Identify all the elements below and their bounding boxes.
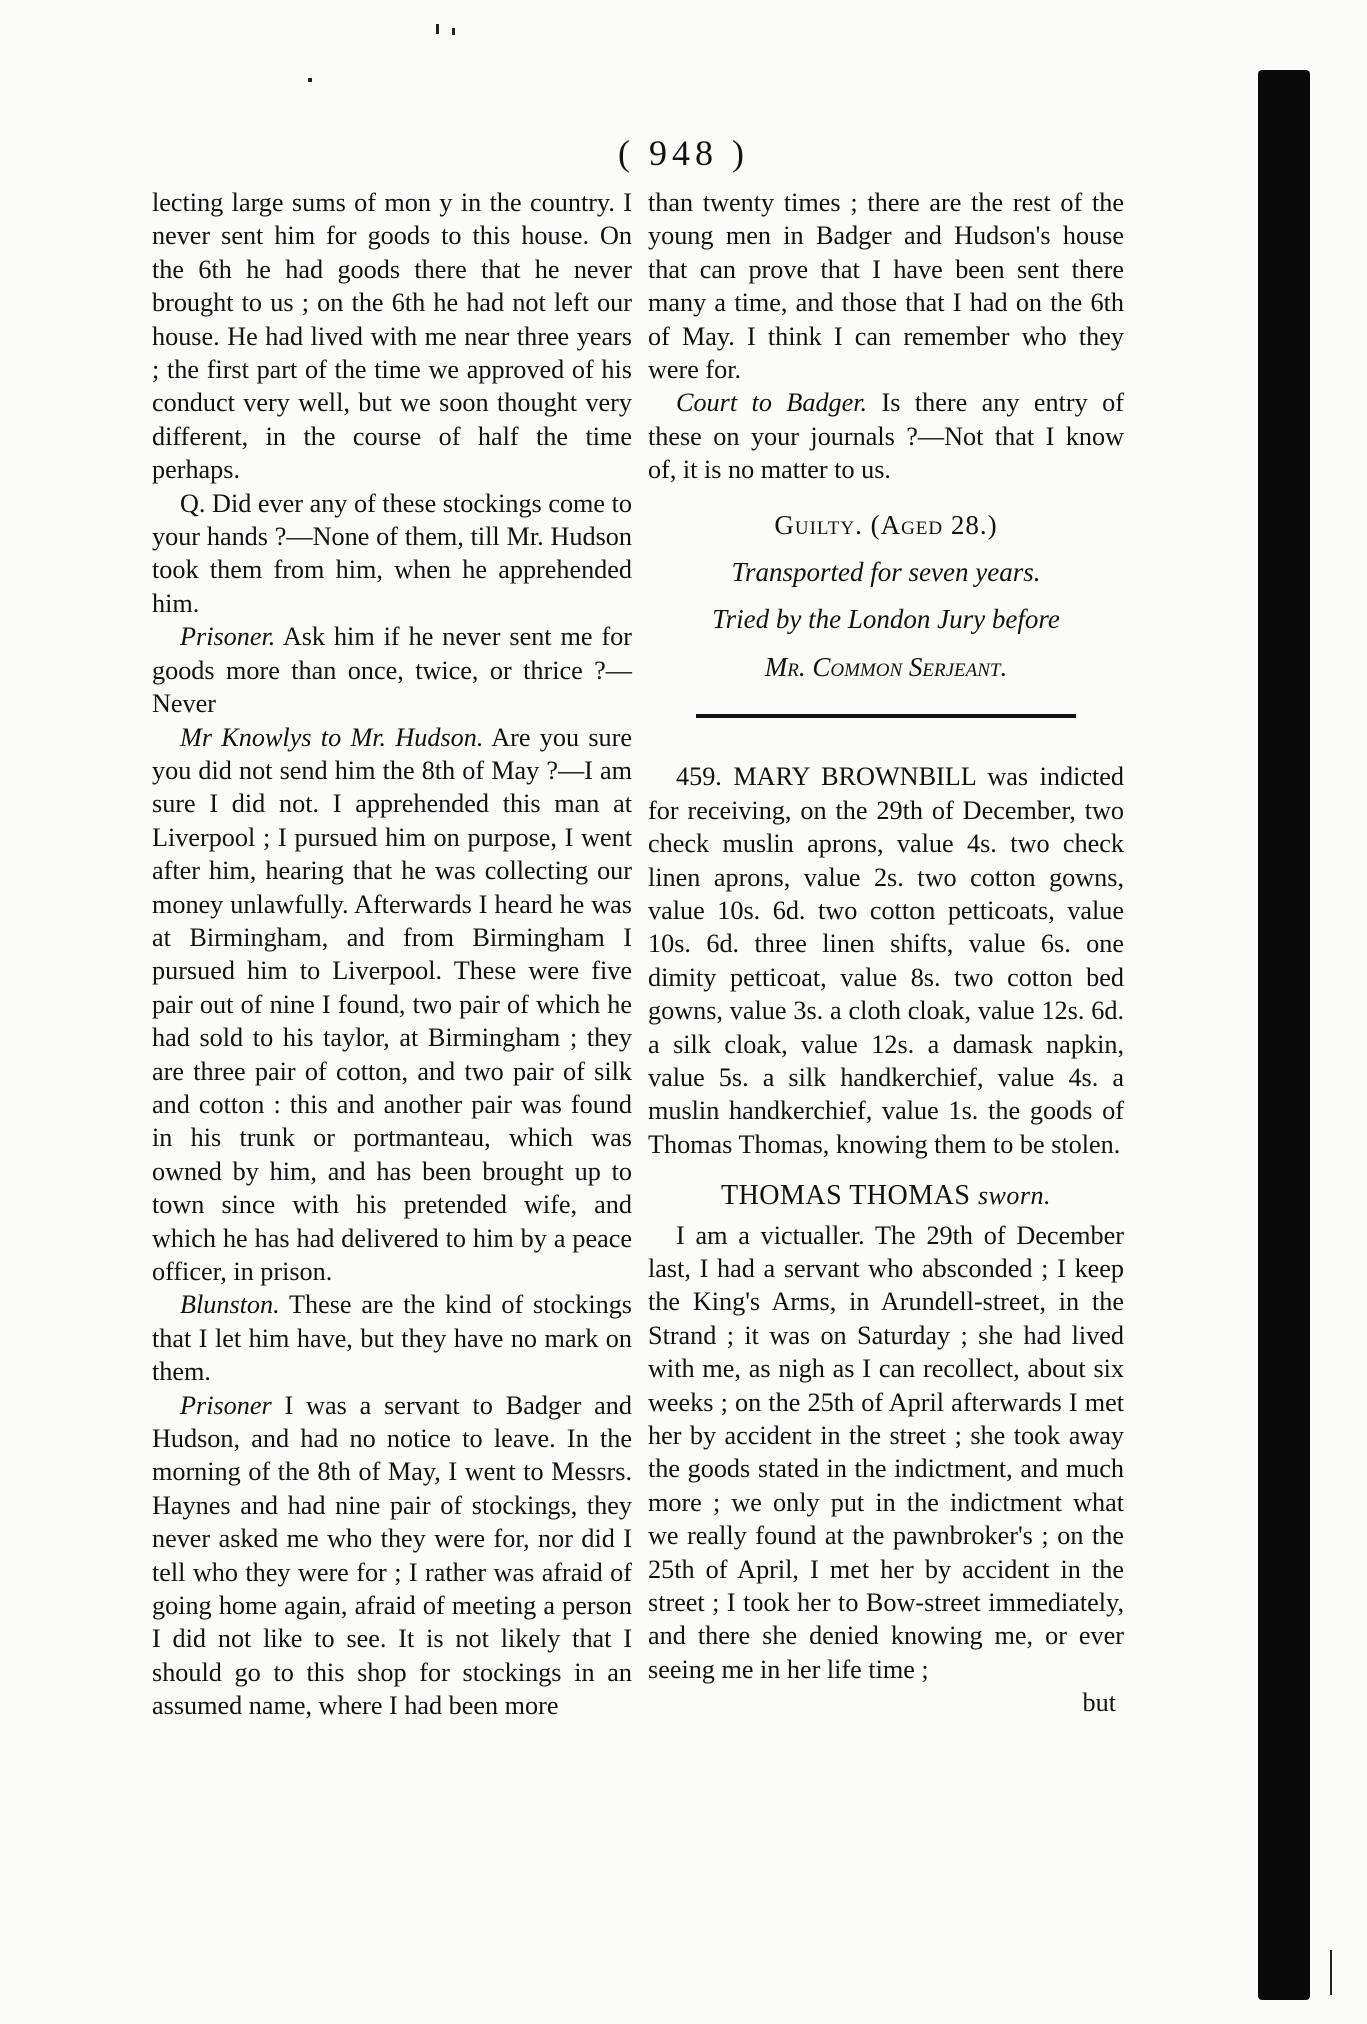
speaker-label: Court to Badger. <box>676 388 868 418</box>
left-paragraph: lecting large sums of mon y in the country. I never sent him for goods to this house. On the 6th he had goods there that he never brought to us ; on the 6th he had not left our house. He had lived with me near three years ; the first part of the time we approved of his conduct very well, but we soon thought very different, in the course of half the time perhaps. <box>152 188 632 485</box>
left-paragraph <box>152 721 632 1289</box>
right-paragraph: than twenty times ; there are the rest of the young men in Badger and Hudson's house that can prove that I have been sent there many a time, and those that I had on the 6th of May. I think I can remember who they were for. <box>648 188 1124 385</box>
speech-text: Are you sure you did not send him the 8th of May ?—I am sure I did not. I apprehended this man at Liverpool ; I pursued him on purpose, I went after him, hearing that he was collecting our money unlawfully. Afterwards I heard he was at Birmingham, and from Birmingham I pursued him to Liverpool. These were five pair out of nine I found, two pair of which he had sold to his taylor, at Birmingham ; they are three pair of cotton, and two pair of silk and cotton : this and another pair was found in his trunk or portmanteau, which was owned by him, and has been brought up to town since with his pretended wife, and which he has had delivered to him by a peace officer, in prison. <box>152 722 632 1286</box>
right-paragraph <box>648 386 1124 486</box>
right-column <box>648 186 1124 1720</box>
ink-speck <box>452 28 455 35</box>
ink-speck <box>1330 1950 1332 1995</box>
page-number: ( 948 ) <box>618 133 749 173</box>
left-paragraph <box>152 1389 632 1723</box>
ink-speck <box>308 78 312 82</box>
judge-line: Mr. Common Serjeant. <box>764 651 1008 682</box>
speaker-label: Prisoner <box>180 1390 272 1420</box>
verdict: Guilty. (Aged 28.) <box>774 509 998 540</box>
speaker-label: Prisoner. <box>180 622 276 652</box>
witness-testimony: I am a victualler. The 29th of December last, I had a servant who absconded ; I keep the King's Arms, in Arundell-street, in the Strand ; it was on Saturday ; she had lived with me, as nigh as I can recollect, about six weeks ; on the 25th of April afterwards I met her by accident in the street ; she took away the goods stated in the indictment, and much more ; we only put in the indictment what we really found at the pawnbroker's ; on the 25th of April, I met her by accident in the street ; I took her to Bow-street immediately, and there she denied knowing me, or ever seeing me in her life time ; <box>648 1220 1124 1684</box>
witness-sworn: sworn. <box>977 1181 1052 1211</box>
speech-text: Ask him if he never sent me for goods more than once, twice, or thrice ?—Never <box>152 622 632 719</box>
left-paragraph: Q. Did ever any of these stockings come to your hands ?—None of them, till Mr. Hudson took them from him, when he apprehended him. <box>152 488 632 618</box>
speech-text: These are the kind of stockings that I let him have, but they have no mark on them. <box>152 1290 632 1387</box>
sentence: Transported for seven years. <box>731 557 1041 588</box>
ink-speck <box>436 24 439 34</box>
speaker-label: Blunston. <box>180 1290 280 1320</box>
left-paragraph <box>152 620 632 720</box>
witness-name: THOMAS THOMAS <box>720 1180 971 1212</box>
speech-text: Is there any entry of these on your journals ?—Not that I know of, it is no matter to us. <box>648 388 1124 485</box>
witness-heading <box>648 1179 1124 1212</box>
catchword: but <box>1082 1688 1116 1718</box>
speech-text: I was a servant to Badger and Hudson, and had no notice to leave. In the morning of the 8th of May, I went to Messrs. Haynes and had nine pair of stockings, they never asked me who they were for, nor did I tell who they were for ; I rather was afraid of going home again, afraid of meeting a person I did not like to see. It is not likely that I should go to this shop for stockings in an assumed name, where I had been more <box>152 1390 632 1721</box>
speaker-label: Mr Knowlys to Mr. Hudson. <box>180 722 484 752</box>
jury-line: Tried by the London Jury before <box>712 604 1060 635</box>
left-paragraph <box>152 1288 632 1388</box>
left-column <box>152 186 632 1723</box>
binding-shadow <box>1258 70 1310 2000</box>
case-indictment: 459. MARY BROWNBILL was indicted for receiving, on the 29th of December, two check muslin aprons, value 4s. two check linen aprons, value 2s. two cotton gowns, value 10s. 6d. two cotton petticoats, value 10s. 6d. three linen shifts, value 6s. one dimity petticoat, value 8s. two cotton bed gowns, value 3s. a cloth cloak, value 12s. 6d. a silk cloak, value 12s. a damask napkin, value 5s. a silk handkerchief, value 4s. a muslin handkerchief, value 1s. the goods of Thomas Thomas, knowing them to be stolen. <box>648 762 1124 1159</box>
section-divider <box>696 714 1076 718</box>
